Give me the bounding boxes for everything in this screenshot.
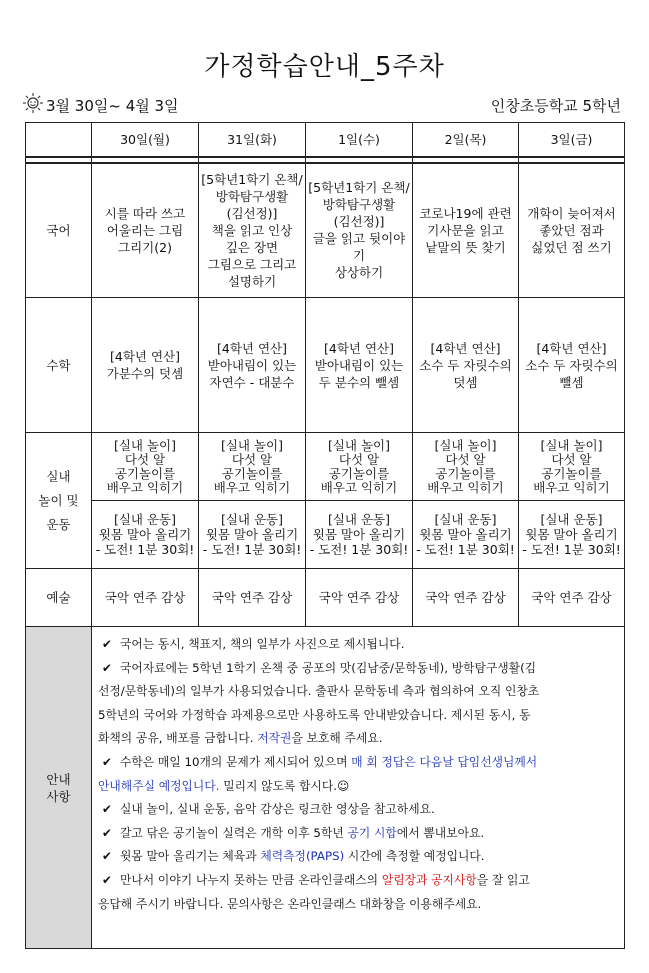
line: (김선정)]	[226, 205, 278, 221]
art-cell: 국악 연주 감상	[413, 569, 519, 627]
note-item	[98, 633, 618, 657]
math-row	[26, 298, 625, 433]
line: [실내 운동]	[113, 512, 177, 527]
note-text: 시간에 측정할 예정입니다.	[344, 849, 485, 864]
line: [실내 놀이]	[327, 437, 391, 453]
note-line: 선정/문학동네)의 일부가 사용되었습니다. 출판사 문학동네 측과 협의하여 오직 인창초	[98, 684, 540, 699]
check-icon: ✔	[102, 825, 112, 840]
line: 그림으로 그리고	[207, 256, 297, 272]
line: 그리기(2)	[118, 239, 172, 255]
line: 다섯 알	[231, 451, 273, 467]
line: 배우고 익히기	[533, 479, 610, 495]
note-highlight: 알림장과 공지사항	[381, 872, 477, 887]
play-cell	[92, 433, 199, 501]
note-text: 갈고 닦은 공기놀이 실력은 개학 이후 5학년	[120, 825, 348, 840]
line: 설명하기	[227, 273, 277, 289]
note-text: 화책의 공유, 배포를 금합니다.	[98, 731, 258, 746]
korean-cell	[199, 163, 306, 298]
check-icon: ✔	[102, 660, 112, 675]
note-text: 국어는 동시, 책표지, 책의 일부가 사진으로 제시됩니다.	[120, 637, 405, 651]
check-icon: ✔	[102, 637, 112, 651]
line: [실내 운동]	[540, 512, 603, 527]
math-cell	[306, 298, 413, 433]
notes-row	[26, 627, 625, 949]
note-highlight: 체력측정(PAPS)	[260, 849, 345, 864]
line: 윗몸 말아 올리기	[525, 527, 618, 542]
line: 받아내림이 있는	[314, 357, 404, 373]
art-row	[26, 569, 625, 627]
note-item	[98, 751, 618, 775]
play-cell	[519, 433, 625, 501]
note-highlight: 공기 시합	[347, 825, 397, 840]
header-row	[26, 123, 625, 157]
line: 코로나19에 관련	[419, 205, 512, 221]
page-title: 가정학습안내_5주차	[204, 52, 445, 82]
line: [실내 운동]	[220, 512, 284, 527]
note-text: 밀리지 않도록 합시다.☺	[219, 778, 350, 793]
note-highlight: 매 회 정답은 다음날 답임선생님께서	[351, 754, 538, 769]
schedule-table	[25, 122, 625, 949]
check-icon: ✔	[102, 802, 112, 817]
line: 두 분수의 뺄셈	[318, 374, 400, 390]
line: 사항	[46, 788, 71, 804]
korean-cell	[306, 163, 413, 298]
korean-row	[26, 163, 625, 298]
korean-cell	[413, 163, 519, 298]
line: 책을 읽고 인상	[211, 222, 293, 238]
note-highlight: 저작권	[257, 731, 292, 746]
line: 자연수 - 대분수	[209, 374, 295, 390]
math-cell	[199, 298, 306, 433]
note-highlight: 안내해주실 예정입니다.	[98, 778, 220, 793]
line: 어울리는 그림	[106, 222, 184, 238]
line: 시를 따라 쓰고	[104, 205, 186, 221]
line: 실내	[46, 468, 71, 484]
line: [실내 놀이]	[540, 437, 603, 453]
line: 안내	[46, 771, 71, 787]
note-text: 수학은 매일 10개의 문제가 제시되어 있으며	[120, 754, 352, 769]
korean-cell	[519, 163, 625, 298]
line: 배우고 익히기	[213, 479, 291, 495]
line: 윗몸 말아 올리기	[419, 527, 512, 542]
line: 받아내림이 있는	[207, 357, 297, 373]
line: 소수 두 자릿수의	[525, 357, 618, 373]
date-range: 3월 30일~ 4월 3일	[46, 97, 179, 115]
line: 윗몸 말아 올리기	[98, 527, 192, 542]
note-item	[98, 798, 618, 822]
subject-label-indoor	[26, 433, 92, 569]
line: 공기놀이를	[541, 465, 602, 481]
day-header: 30일(월)	[92, 123, 199, 157]
math-cell	[92, 298, 199, 433]
day-header: 2일(목)	[413, 123, 519, 157]
line: (김선정)]	[333, 214, 385, 230]
exercise-row	[26, 501, 625, 569]
day-header: 1일(수)	[306, 123, 413, 157]
line: [실내 놀이]	[220, 437, 284, 453]
notes-label	[26, 627, 92, 949]
line: - 도전! 1분 30회!	[309, 542, 409, 557]
line: - 도전! 1분 30회!	[416, 542, 515, 557]
note-line	[98, 775, 618, 799]
note-item	[98, 822, 618, 846]
line: [5학년1학기 온책/	[308, 180, 410, 196]
note-text: 에서 뽐내보아요.	[396, 825, 485, 840]
line: 공기놀이를	[221, 465, 283, 481]
line: 공기놀이를	[435, 465, 496, 481]
play-cell	[306, 433, 413, 501]
art-cell: 국악 연주 감상	[199, 569, 306, 627]
line: [실내 운동]	[327, 512, 391, 527]
art-cell: 국악 연주 감상	[92, 569, 199, 627]
line: 좋았던 점과	[539, 222, 604, 238]
subject-label: 국어	[26, 163, 92, 298]
note-text: 만나서 이야기 나누지 못하는 만큼 온라인클래스의	[120, 872, 382, 887]
line: 다섯 알	[338, 451, 380, 467]
line: [실내 놀이]	[434, 437, 497, 453]
line: [4학년 연산]	[324, 340, 394, 356]
exercise-cell	[413, 501, 519, 569]
exercise-cell	[519, 501, 625, 569]
note-line: 5학년의 국어와 가정학습 과제용으로만 사용하도록 안내받았습니다. 제시된 동시, 동	[98, 707, 531, 722]
day-header: 31일(화)	[199, 123, 306, 157]
note-line	[98, 727, 618, 751]
line: - 도전! 1분 30회!	[522, 542, 621, 557]
note-item	[98, 869, 618, 893]
note-text: 을 보호해 주세요.	[291, 731, 383, 746]
line: 다섯 알	[445, 451, 486, 467]
line: 덧셈	[453, 374, 478, 390]
line: [실내 놀이]	[113, 437, 177, 453]
line: 윗몸 말아 올리기	[205, 527, 299, 542]
korean-cell	[92, 163, 199, 298]
line: 윗몸 말아 올리기	[312, 527, 406, 542]
sun-icon	[22, 92, 44, 114]
check-icon: ✔	[102, 754, 112, 769]
line: 다섯 알	[551, 451, 592, 467]
subject-label: 수학	[26, 298, 92, 433]
note-item	[98, 657, 618, 681]
art-cell: 국악 연주 감상	[519, 569, 625, 627]
exercise-cell	[306, 501, 413, 569]
line: - 도전! 1분 30회!	[202, 542, 302, 557]
note-text: 을 잘 읽고	[476, 872, 530, 887]
math-cell	[413, 298, 519, 433]
exercise-cell	[92, 501, 199, 569]
line: [4학년 연산]	[217, 340, 287, 356]
line: [4학년 연산]	[536, 340, 607, 356]
line: [4학년 연산]	[430, 340, 501, 356]
line: 소수 두 자릿수의	[419, 357, 512, 373]
note-item	[98, 845, 618, 869]
note-text: 국어자료에는 5학년 1학기 온책 중 공포의 맛(김남중/문학동네), 방학탐구생활(김	[120, 660, 537, 675]
school-name: 인창초등학교 5학년	[490, 97, 621, 115]
note-text: 윗몸 말아 올리기는 체육과	[120, 849, 261, 864]
line: [4학년 연산]	[110, 349, 180, 364]
corner-cell	[26, 123, 92, 157]
math-cell	[519, 298, 625, 433]
line: 개학이 늦어져서	[527, 205, 616, 221]
line: 공기놀이를	[328, 465, 390, 481]
line: 다섯 알	[124, 451, 166, 467]
line: 배우고 익히기	[427, 479, 504, 495]
line: 글을 읽고 뒷이야기	[312, 231, 406, 264]
subject-label: 예술	[26, 569, 92, 627]
play-cell	[413, 433, 519, 501]
line: [5학년1학기 온책/	[201, 171, 303, 187]
play-cell	[199, 433, 306, 501]
line: 방학탐구생활	[322, 197, 396, 213]
line: 깊은 장면	[225, 239, 279, 255]
line: 싫었던 점 쓰기	[531, 239, 612, 255]
play-row	[26, 433, 625, 501]
line: 놀이 및	[38, 492, 79, 508]
notes-body	[92, 627, 625, 949]
line: 기사문을 읽고	[427, 222, 504, 238]
line: 방학탐구생활	[215, 188, 289, 204]
line: 공기놀이를	[114, 465, 176, 481]
note-text: 실내 놀이, 실내 운동, 음악 감상은 링크한 영상을 참고하세요.	[120, 802, 435, 817]
art-cell: 국악 연주 감상	[306, 569, 413, 627]
line: - 도전! 1분 30회!	[95, 542, 195, 557]
line: 배우고 익히기	[320, 479, 398, 495]
line: 운동	[46, 516, 71, 532]
line: 뺄셈	[559, 374, 584, 390]
line: [실내 운동]	[434, 512, 497, 527]
line: 가분수의 덧셈	[106, 366, 184, 381]
line: 낱말의 뜻 찾기	[425, 239, 506, 255]
day-header: 3일(금)	[519, 123, 625, 157]
check-icon: ✔	[102, 849, 112, 864]
note-line: 응답해 주시기 바랍니다. 문의사항은 온라인클래스 대화창을 이용해주세요.	[98, 896, 482, 911]
exercise-cell	[199, 501, 306, 569]
line: 상상하기	[334, 265, 384, 281]
check-icon: ✔	[102, 872, 112, 887]
line: 배우고 익히기	[106, 479, 184, 495]
